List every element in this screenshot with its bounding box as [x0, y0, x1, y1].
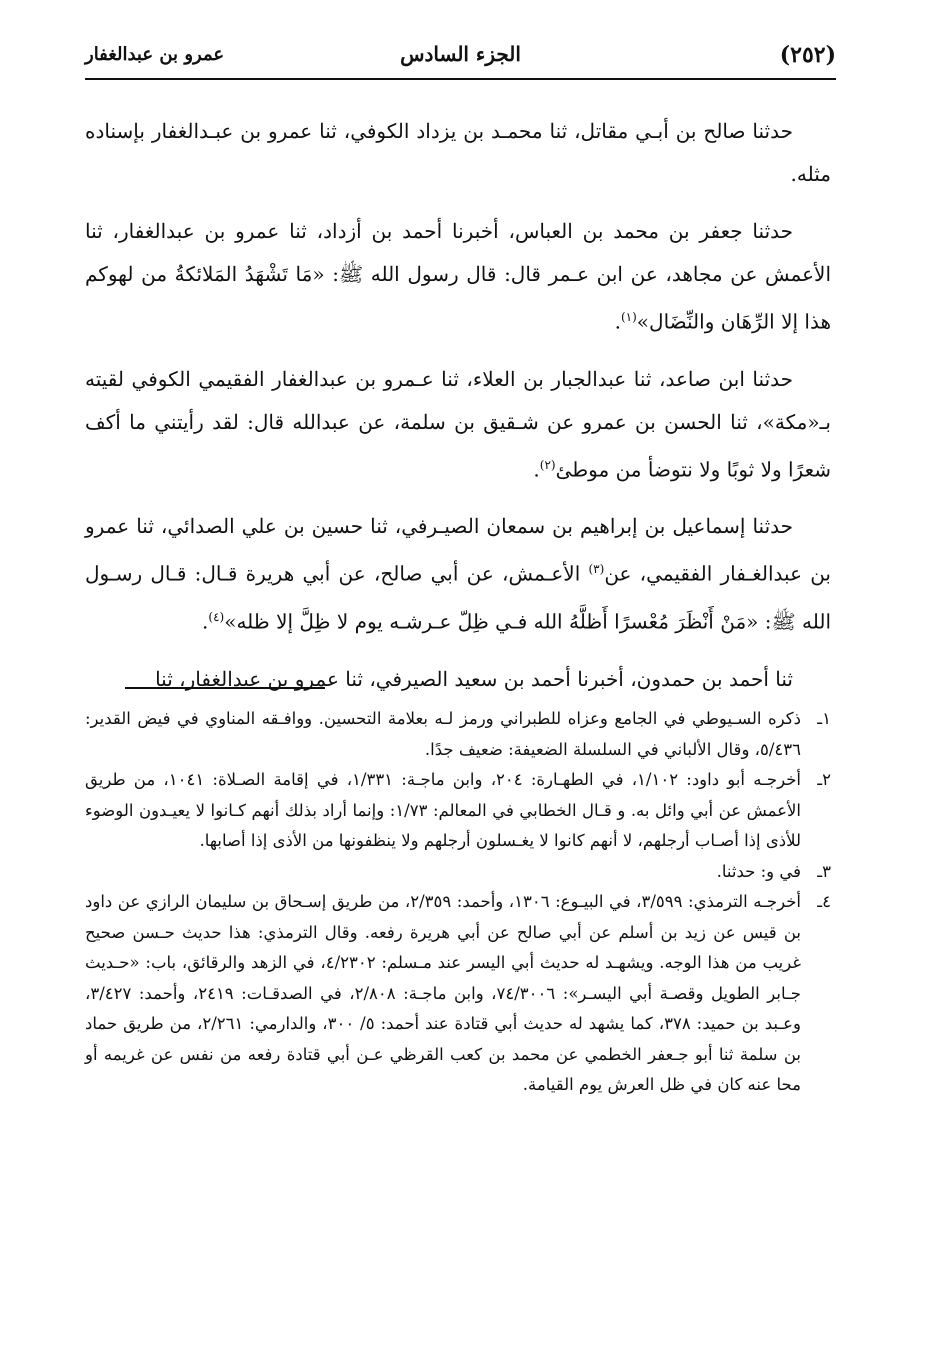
footnote: [85, 857, 831, 888]
volume-title: الجزء السادس: [400, 42, 521, 66]
footnote-divider: [125, 687, 325, 689]
paragraph: حدثنا صالح بن أبـي مقاتل، ثنا محمـد بن يزداد الكوفي، ثنا عمرو بن عبـدالغفار بإسناده مثله.: [85, 119, 831, 186]
footnote-text: ذكره السـيوطي في الجامع وعزاه للطبراني ورمز لـه بعلامة التحسين. ووافـقه المناوي في فيض القدير: ٥/٤٣٦، وقال الألباني في السلسلة الضعيفة: ضعيف جدًا.: [85, 709, 801, 759]
footnote-number: ١ـ: [817, 709, 831, 728]
paragraph: ثنا أحمد بن حمدون، أخبرنا أحمد بن سعيد الصيرفي، ثنا عمرو بن عبدالغفار، ثنا: [155, 666, 793, 691]
footnote-number: ٤ـ: [817, 892, 831, 911]
main-text: [85, 110, 831, 715]
footnote: [85, 704, 831, 765]
footnote-number: ٢ـ: [817, 770, 831, 789]
footnote-text: في و: حدثنا.: [716, 861, 801, 881]
footnote-ref[interactable]: (١): [620, 310, 637, 324]
footnote-text: أخرجـه أبو داود: ١/١٠٢، في الطهـارة: ٢٠٤، وابن ماجـة: ١/٣٣١، في إقامة الصـلاة: ١٠٤١، من طريق الأعمش عن أبي وائل به. و قـال الخطابي في المعالم: ١/٧٣: وإنما أراد بذلك أنهم كـانوا لا يعيـدون الوضوء للأذى إذا أصـاب أرجلهم، لا أنهم كانوا لا يغـسلون أرجلهم ولا ينظفونها من الأذى إذا أصابها.: [85, 770, 801, 850]
footnote-ref[interactable]: (٢): [539, 457, 556, 472]
footnotes: [85, 704, 831, 1101]
entry-title: عمرو بن عبدالغفار: [85, 44, 225, 65]
page-header: [85, 38, 836, 80]
footnote-ref[interactable]: (٤): [208, 609, 225, 624]
paragraph: حدثنا جعفر بن محمد بن العباس، أخبرنا أحمد بن أزداد، ثنا عمرو بن عبدالغفار، ثنا الأعمش عن مجاهد، عن ابن عـمر قال: قال رسول الله ﷺ: «مَا تَشْهَدُ المَلائكةُ من لهوكم هذا إلا الرِّهَان والنِّضَال»$^{(١)}$.: [85, 219, 831, 334]
footnote: [85, 765, 831, 857]
paragraph: حدثنا إسماعيل بن إبراهيم بن سمعان الصيـرفي، ثنا حسين بن علي الصدائي، ثنا عمرو بن عبدالغـفار الفقيمي، عن$^{(٣)}$ الأعـمش، عن أبي صالح، عن أبي هريرة قـال: قـال رسـول الله ﷺ: «مَنْ أَنْظَرَ مُعْسرًا أَظلَّهُ الله فـي ظِلّ عـرشـه يوم لا ظِلَّ إلا ظله»$^{(٤)}$.: [85, 514, 832, 634]
footnote-ref[interactable]: (٣): [588, 562, 605, 577]
footnote-number: ٣ـ: [817, 861, 831, 881]
footnote: [85, 887, 831, 1101]
footnote-text: أخرجـه الترمذي: ٣/٥٩٩، في البيـوع: ١٣٠٦، وأحمد: ٢/٣٥٩، من طريق إسـحاق بن سليمان الرازي عن داود بن قيس عن زيد بن أسلم عن أبي صالح عن أبي هريرة رفعه. وقال الترمذي: هذا حديث حـسن صحيح غريب من هذا الوجه. ويشهـد له حديث أبي اليسر عند مـسلم: ٤/٢٣٠٢، في الزهد والرقائق، باب: «حـديث جـابر الطويل وقصـة أبي اليسـر»: ٧٤/٣٠٠٦، وابن ماجـة: ٢/٨٠٨، في الصدقـات: ٢٤١٩، وأحمد: ٣/٤٢٧، وعـبد بن حميد: ٣٧٨، كما يشهد له حديث أبي قتادة عند أحمد: ٥/ ٣٠٠، والدارمي: ٢/٢٦١، من طريق حماد بن سلمة ثنا أبو جـعفر الخطمي عن محمد بن كعب القرظي عـن أبي قتادة رفعه من نفس عن غريمه أو محا عنه كان في ظل العرش يوم القيامة.: [85, 892, 802, 1094]
page-number: (٢٥٢): [779, 42, 836, 68]
paragraph: حدثنا ابن صاعد، ثنا عبدالجبار بن العلاء، ثنا عـمرو بن عبدالغفار الفقيمي الكوفي لقيته بـ«مكة»، ثنا الحسن بن عمرو عن شـقيق بن سلمة، عن عبدالله قال: لقد رأيتني ما أكف شعرًا ولا ثوبًا ولا نتوضأ من موطئ$^{(٢)}$.: [85, 366, 831, 482]
